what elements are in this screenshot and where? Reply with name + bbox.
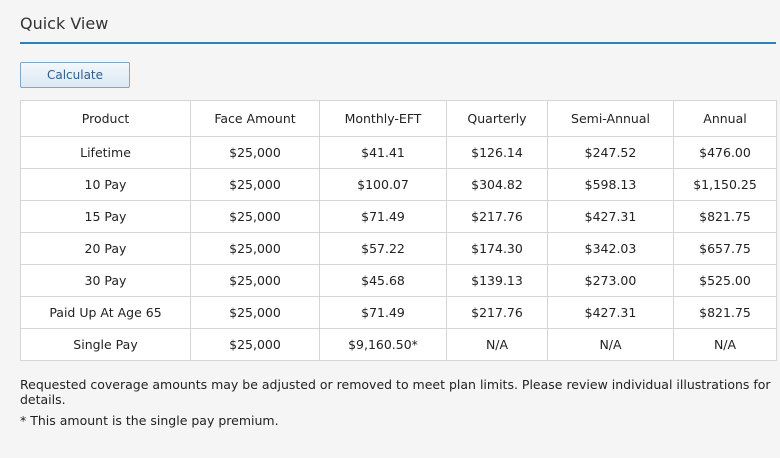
cell-quarterly: $217.76 (447, 297, 548, 329)
cell-product: 15 Pay (21, 201, 191, 233)
table-row (21, 137, 777, 169)
cell-semi-annual: $273.00 (548, 265, 674, 297)
coverage-note: Requested coverage amounts may be adjusted or removed to meet plan limits. Please review individual illustrations for details. (20, 377, 771, 407)
cell-product: Paid Up At Age 65 (21, 297, 191, 329)
cell-semi-annual: $427.31 (548, 297, 674, 329)
cell-semi-annual: $247.52 (548, 137, 674, 169)
cell-quarterly: $174.30 (447, 233, 548, 265)
cell-product: 20 Pay (21, 233, 191, 265)
cell-annual: $821.75 (674, 297, 777, 329)
cell-face-amount: $25,000 (191, 201, 320, 233)
cell-product: 30 Pay (21, 265, 191, 297)
cell-face-amount: $25,000 (191, 265, 320, 297)
cell-monthly-eft: $57.22 (320, 233, 447, 265)
cell-monthly-eft: $71.49 (320, 201, 447, 233)
cell-face-amount: $25,000 (191, 329, 320, 361)
cell-monthly-eft: $100.07 (320, 169, 447, 201)
table-row (21, 329, 777, 361)
column-header-face-amount: Face Amount (191, 101, 320, 137)
single-pay-footnote: * This amount is the single pay premium. (20, 413, 279, 428)
cell-quarterly: N/A (447, 329, 548, 361)
cell-face-amount: $25,000 (191, 169, 320, 201)
cell-face-amount: $25,000 (191, 137, 320, 169)
cell-annual: $525.00 (674, 265, 777, 297)
table-row (21, 169, 777, 201)
cell-quarterly: $304.82 (447, 169, 548, 201)
column-header-semi-annual: Semi-Annual (548, 101, 674, 137)
cell-monthly-eft: $9,160.50* (320, 329, 447, 361)
cell-product: 10 Pay (21, 169, 191, 201)
table-header-row (21, 101, 777, 137)
column-header-monthly-eft: Monthly-EFT (320, 101, 447, 137)
cell-semi-annual: N/A (548, 329, 674, 361)
cell-quarterly: $139.13 (447, 265, 548, 297)
table-row (21, 233, 777, 265)
cell-monthly-eft: $71.49 (320, 297, 447, 329)
cell-semi-annual: $427.31 (548, 201, 674, 233)
column-header-product: Product (21, 101, 191, 137)
cell-face-amount: $25,000 (191, 297, 320, 329)
cell-annual: $821.75 (674, 201, 777, 233)
table-row (21, 265, 777, 297)
cell-monthly-eft: $41.41 (320, 137, 447, 169)
cell-quarterly: $126.14 (447, 137, 548, 169)
cell-product: Single Pay (21, 329, 191, 361)
premium-table (20, 100, 777, 361)
column-header-quarterly: Quarterly (447, 101, 548, 137)
cell-annual: N/A (674, 329, 777, 361)
calculate-button[interactable]: Calculate (20, 62, 130, 88)
cell-product: Lifetime (21, 137, 191, 169)
column-header-annual: Annual (674, 101, 777, 137)
cell-annual: $657.75 (674, 233, 777, 265)
cell-quarterly: $217.76 (447, 201, 548, 233)
table-row (21, 201, 777, 233)
cell-semi-annual: $342.03 (548, 233, 674, 265)
cell-annual: $476.00 (674, 137, 777, 169)
cell-semi-annual: $598.13 (548, 169, 674, 201)
page-title: Quick View (20, 14, 109, 33)
table-row (21, 297, 777, 329)
cell-annual: $1,150.25 (674, 169, 777, 201)
cell-face-amount: $25,000 (191, 233, 320, 265)
title-divider (20, 42, 776, 44)
cell-monthly-eft: $45.68 (320, 265, 447, 297)
